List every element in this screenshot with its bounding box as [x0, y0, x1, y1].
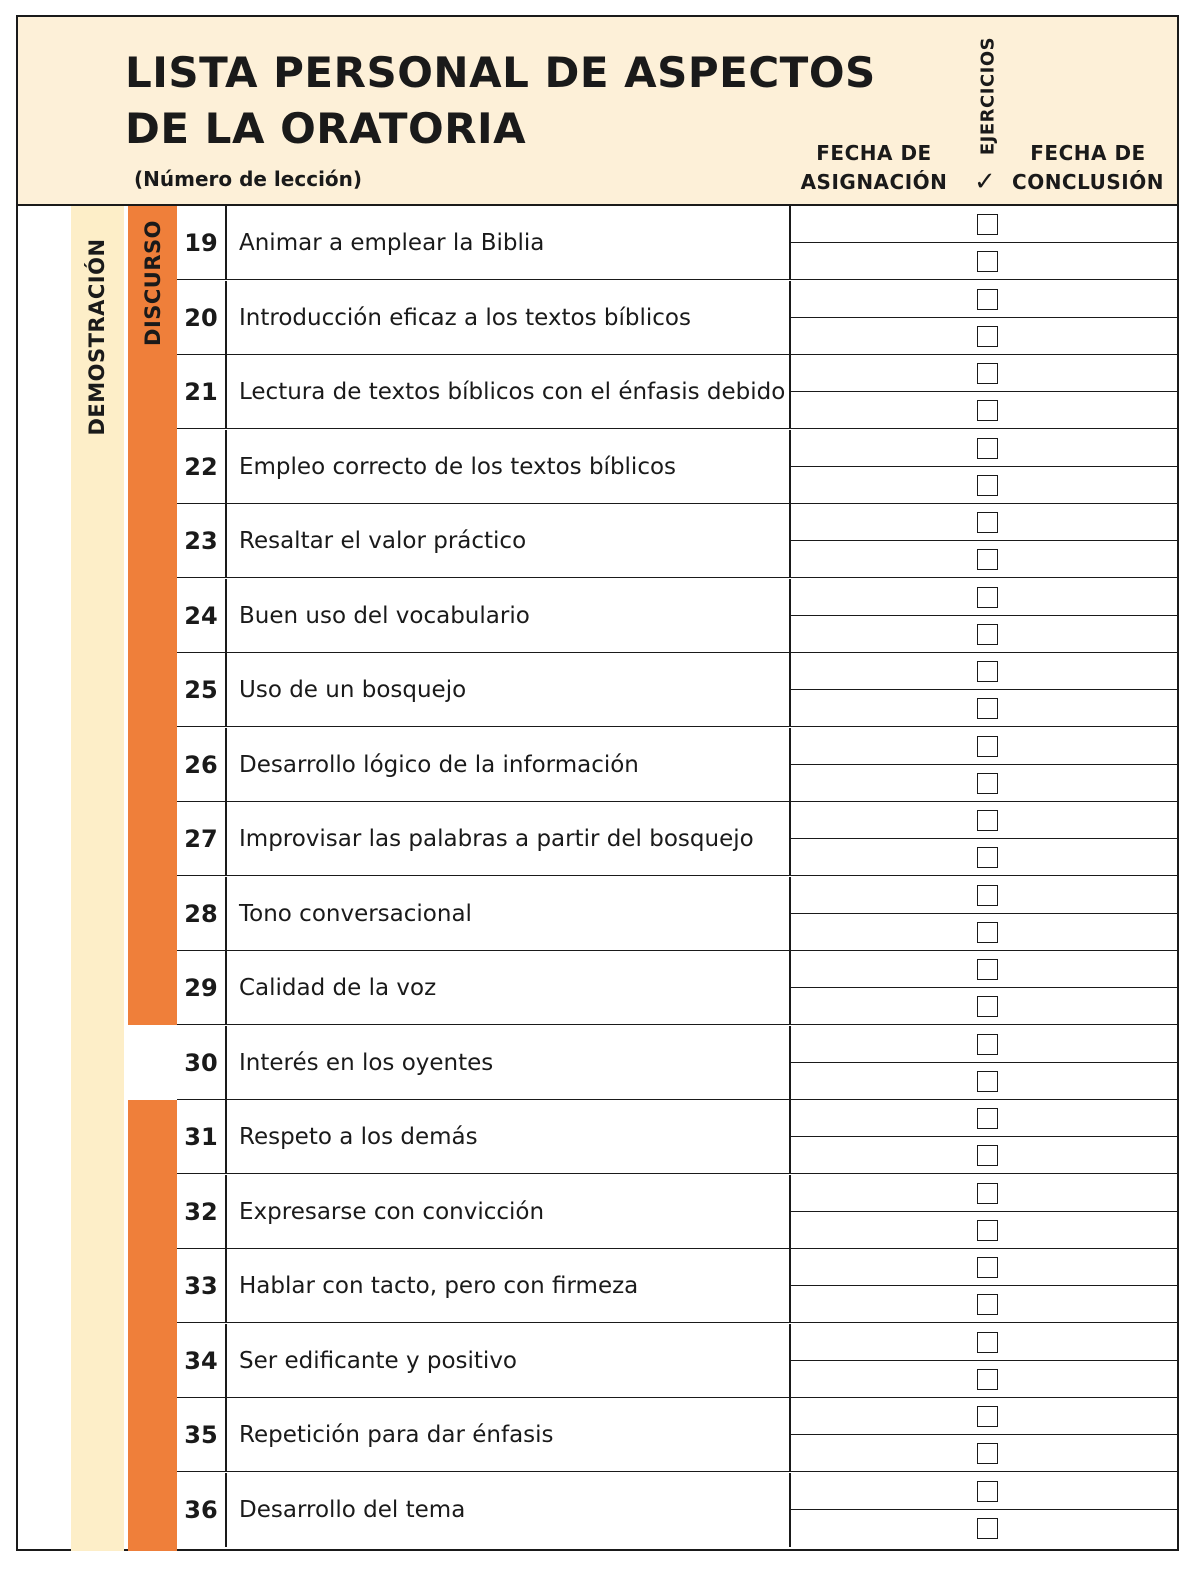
row-divider-half	[791, 1211, 1179, 1212]
exercise-checkbox[interactable]	[977, 1145, 998, 1166]
row-divider-half	[791, 540, 1179, 541]
row-divider-half	[791, 1360, 1179, 1361]
checkmark-icon: ✓	[974, 167, 996, 197]
exercise-checkbox[interactable]	[977, 922, 998, 943]
row-divider-half	[791, 317, 1179, 318]
lesson-number: 20	[177, 281, 227, 355]
lesson-title: Expresarse con convicción	[229, 1175, 791, 1249]
exercises-header-label: EJERCICIOS	[977, 36, 999, 156]
table-row	[177, 1249, 1179, 1323]
lesson-number: 31	[177, 1100, 227, 1174]
assignment-date-cell[interactable]	[793, 1324, 973, 1360]
lesson-number: 21	[177, 355, 227, 429]
assignment-date-cell[interactable]	[793, 1137, 973, 1173]
table-row	[177, 728, 1179, 802]
assignment-date-cell[interactable]	[793, 1398, 973, 1434]
exercise-checkbox[interactable]	[977, 698, 998, 719]
exercise-checkbox[interactable]	[977, 1518, 998, 1539]
row-divider-half	[791, 1509, 1179, 1510]
exercise-checkbox[interactable]	[977, 1406, 998, 1427]
row-divider-half	[791, 391, 1179, 392]
assignment-date-cell[interactable]	[793, 877, 973, 913]
exercise-checkbox[interactable]	[977, 549, 998, 570]
exercise-checkbox[interactable]	[977, 587, 998, 608]
lesson-number: 28	[177, 877, 227, 951]
checklist-header	[18, 17, 1177, 206]
row-divider-half	[791, 987, 1179, 988]
exercise-checkbox[interactable]	[977, 1481, 998, 1502]
assignment-date-cell[interactable]	[793, 1473, 973, 1509]
lesson-number: 25	[177, 653, 227, 727]
lesson-title: Calidad de la voz	[229, 951, 791, 1025]
row-divider-half	[791, 1434, 1179, 1435]
row-divider-half	[791, 838, 1179, 839]
page-title-line1: LISTA PERSONAL DE ASPECTOS	[125, 48, 876, 97]
exercise-checkbox[interactable]	[977, 1108, 998, 1129]
table-row	[177, 281, 1179, 355]
assignment-date-cell[interactable]	[793, 951, 973, 987]
row-divider-half	[791, 689, 1179, 690]
assignment-date-cell[interactable]	[793, 802, 973, 838]
lesson-title: Uso de un bosquejo	[229, 653, 791, 727]
exercise-checkbox[interactable]	[977, 847, 998, 868]
assignment-date-cell[interactable]	[793, 504, 973, 540]
exercise-checkbox[interactable]	[977, 1369, 998, 1390]
table-row	[177, 877, 1179, 951]
assignment-date-cell[interactable]	[793, 206, 973, 242]
exercise-checkbox[interactable]	[977, 475, 998, 496]
lesson-title: Tono conversacional	[229, 877, 791, 951]
exercise-checkbox[interactable]	[977, 1257, 998, 1278]
lesson-title: Improvisar las palabras a partir del bosquejo	[229, 802, 791, 876]
exercise-checkbox[interactable]	[977, 1071, 998, 1092]
table-row	[177, 1100, 1179, 1174]
assignment-date-cell[interactable]	[793, 914, 973, 950]
lesson-title: Respeto a los demás	[229, 1100, 791, 1174]
assignment-date-cell[interactable]	[793, 1361, 973, 1397]
exercise-checkbox[interactable]	[977, 773, 998, 794]
assignment-date-cell[interactable]	[793, 541, 973, 577]
assignment-date-cell[interactable]	[793, 1249, 973, 1285]
row-divider-half	[791, 1136, 1179, 1137]
speech-checklist-sheet	[16, 15, 1179, 1551]
conclusion-date-header-line2: CONCLUSIÓN	[1012, 170, 1164, 194]
exercise-checkbox[interactable]	[977, 810, 998, 831]
lesson-title: Lectura de textos bíblicos con el énfasis debido	[229, 355, 791, 429]
assignment-date-cell[interactable]	[793, 1100, 973, 1136]
assignment-date-cell[interactable]	[793, 1175, 973, 1211]
exercise-checkbox[interactable]	[977, 661, 998, 682]
assignment-date-cell[interactable]	[793, 318, 973, 354]
table-row	[177, 1398, 1179, 1472]
exercise-checkbox[interactable]	[977, 1220, 998, 1241]
demonstration-band-label: DEMOSTRACIÓN	[85, 238, 109, 436]
assignment-date-cell[interactable]	[793, 988, 973, 1024]
row-divider-half	[791, 242, 1179, 243]
table-row	[177, 504, 1179, 578]
exercise-checkbox[interactable]	[977, 736, 998, 757]
row-divider-half	[791, 1062, 1179, 1063]
assignment-date-cell[interactable]	[793, 1026, 973, 1062]
row-divider-half	[791, 913, 1179, 914]
table-row	[177, 1175, 1179, 1249]
assignment-date-column-header	[794, 139, 954, 197]
exercise-checkbox[interactable]	[977, 1332, 998, 1353]
lesson-title: Buen uso del vocabulario	[229, 579, 791, 653]
lesson-title: Desarrollo lógico de la información	[229, 728, 791, 802]
lesson-number: 29	[177, 951, 227, 1025]
discourse-band-bottom	[128, 1100, 177, 1551]
assignment-date-cell[interactable]	[793, 1435, 973, 1471]
lesson-number: 30	[177, 1026, 227, 1100]
assignment-date-cell[interactable]	[793, 355, 973, 391]
lesson-number: 26	[177, 728, 227, 802]
lesson-title: Resaltar el valor práctico	[229, 504, 791, 578]
assignment-date-cell[interactable]	[793, 467, 973, 503]
exercise-checkbox[interactable]	[977, 996, 998, 1017]
exercise-checkbox[interactable]	[977, 289, 998, 310]
assignment-date-cell[interactable]	[793, 392, 973, 428]
lesson-title: Interés en los oyentes	[229, 1026, 791, 1100]
lesson-number: 35	[177, 1398, 227, 1472]
table-row	[177, 951, 1179, 1025]
lesson-number: 23	[177, 504, 227, 578]
lesson-title: Introducción eficaz a los textos bíblicos	[229, 281, 791, 355]
lesson-number: 33	[177, 1249, 227, 1323]
exercise-checkbox[interactable]	[977, 512, 998, 533]
lesson-title: Ser edificante y positivo	[229, 1324, 791, 1398]
lesson-number: 19	[177, 206, 227, 280]
lesson-number: 27	[177, 802, 227, 876]
assignment-date-cell[interactable]	[793, 690, 973, 726]
page-title	[125, 45, 876, 157]
exercise-checkbox[interactable]	[977, 1294, 998, 1315]
lesson-number: 22	[177, 430, 227, 504]
lesson-title: Animar a emplear la Biblia	[229, 206, 791, 280]
discourse-band-label: DISCURSO	[141, 220, 165, 346]
row-divider-half	[791, 1285, 1179, 1286]
lesson-title: Empleo correcto de los textos bíblicos	[229, 430, 791, 504]
exercise-checkbox[interactable]	[977, 438, 998, 459]
exercise-checkbox[interactable]	[977, 1443, 998, 1464]
row-divider-half	[791, 764, 1179, 765]
conclusion-date-column-header	[1008, 139, 1168, 197]
assignment-date-cell[interactable]	[793, 579, 973, 615]
lesson-number: 34	[177, 1324, 227, 1398]
lesson-title: Repetición para dar énfasis	[229, 1398, 791, 1472]
exercise-checkbox[interactable]	[977, 1034, 998, 1055]
table-row	[177, 430, 1179, 504]
exercise-checkbox[interactable]	[977, 214, 998, 235]
table-row	[177, 1473, 1179, 1547]
assignment-date-cell[interactable]	[793, 1063, 973, 1099]
table-row	[177, 653, 1179, 727]
assignment-date-cell[interactable]	[793, 1212, 973, 1248]
page-title-line2: DE LA ORATORIA	[125, 104, 527, 153]
row-divider-half	[791, 466, 1179, 467]
table-row	[177, 355, 1179, 429]
table-row	[177, 802, 1179, 876]
conclusion-date-header-line1: FECHA DE	[1030, 141, 1146, 165]
lesson-title: Desarrollo del tema	[229, 1473, 791, 1547]
exercise-checkbox[interactable]	[977, 885, 998, 906]
exercises-column-header	[964, 31, 1012, 161]
table-row	[177, 1324, 1179, 1398]
exercise-checkbox[interactable]	[977, 251, 998, 272]
row-divider-half	[791, 615, 1179, 616]
assignment-date-cell[interactable]	[793, 430, 973, 466]
assignment-date-cell[interactable]	[793, 653, 973, 689]
assignment-date-cell[interactable]	[793, 281, 973, 317]
assignment-date-header-line2: ASIGNACIÓN	[800, 170, 948, 194]
exercise-checkbox[interactable]	[977, 400, 998, 421]
exercise-checkbox[interactable]	[977, 363, 998, 384]
assignment-date-cell[interactable]	[793, 1510, 973, 1546]
assignment-date-cell[interactable]	[793, 243, 973, 279]
lesson-number-caption: (Número de lección)	[134, 167, 363, 191]
lesson-number: 36	[177, 1473, 227, 1547]
exercise-checkbox[interactable]	[977, 326, 998, 347]
assignment-date-cell[interactable]	[793, 839, 973, 875]
table-row	[177, 579, 1179, 653]
assignment-date-cell[interactable]	[793, 1286, 973, 1322]
lesson-number: 24	[177, 579, 227, 653]
table-row	[177, 1026, 1179, 1100]
table-row	[177, 206, 1179, 280]
exercise-checkbox[interactable]	[977, 624, 998, 645]
lesson-title: Hablar con tacto, pero con firmeza	[229, 1249, 791, 1323]
assignment-date-cell[interactable]	[793, 765, 973, 801]
exercise-checkbox[interactable]	[977, 1183, 998, 1204]
assignment-date-cell[interactable]	[793, 728, 973, 764]
lesson-number: 32	[177, 1175, 227, 1249]
assignment-date-cell[interactable]	[793, 616, 973, 652]
exercise-checkbox[interactable]	[977, 959, 998, 980]
assignment-date-header-line1: FECHA DE	[816, 141, 932, 165]
